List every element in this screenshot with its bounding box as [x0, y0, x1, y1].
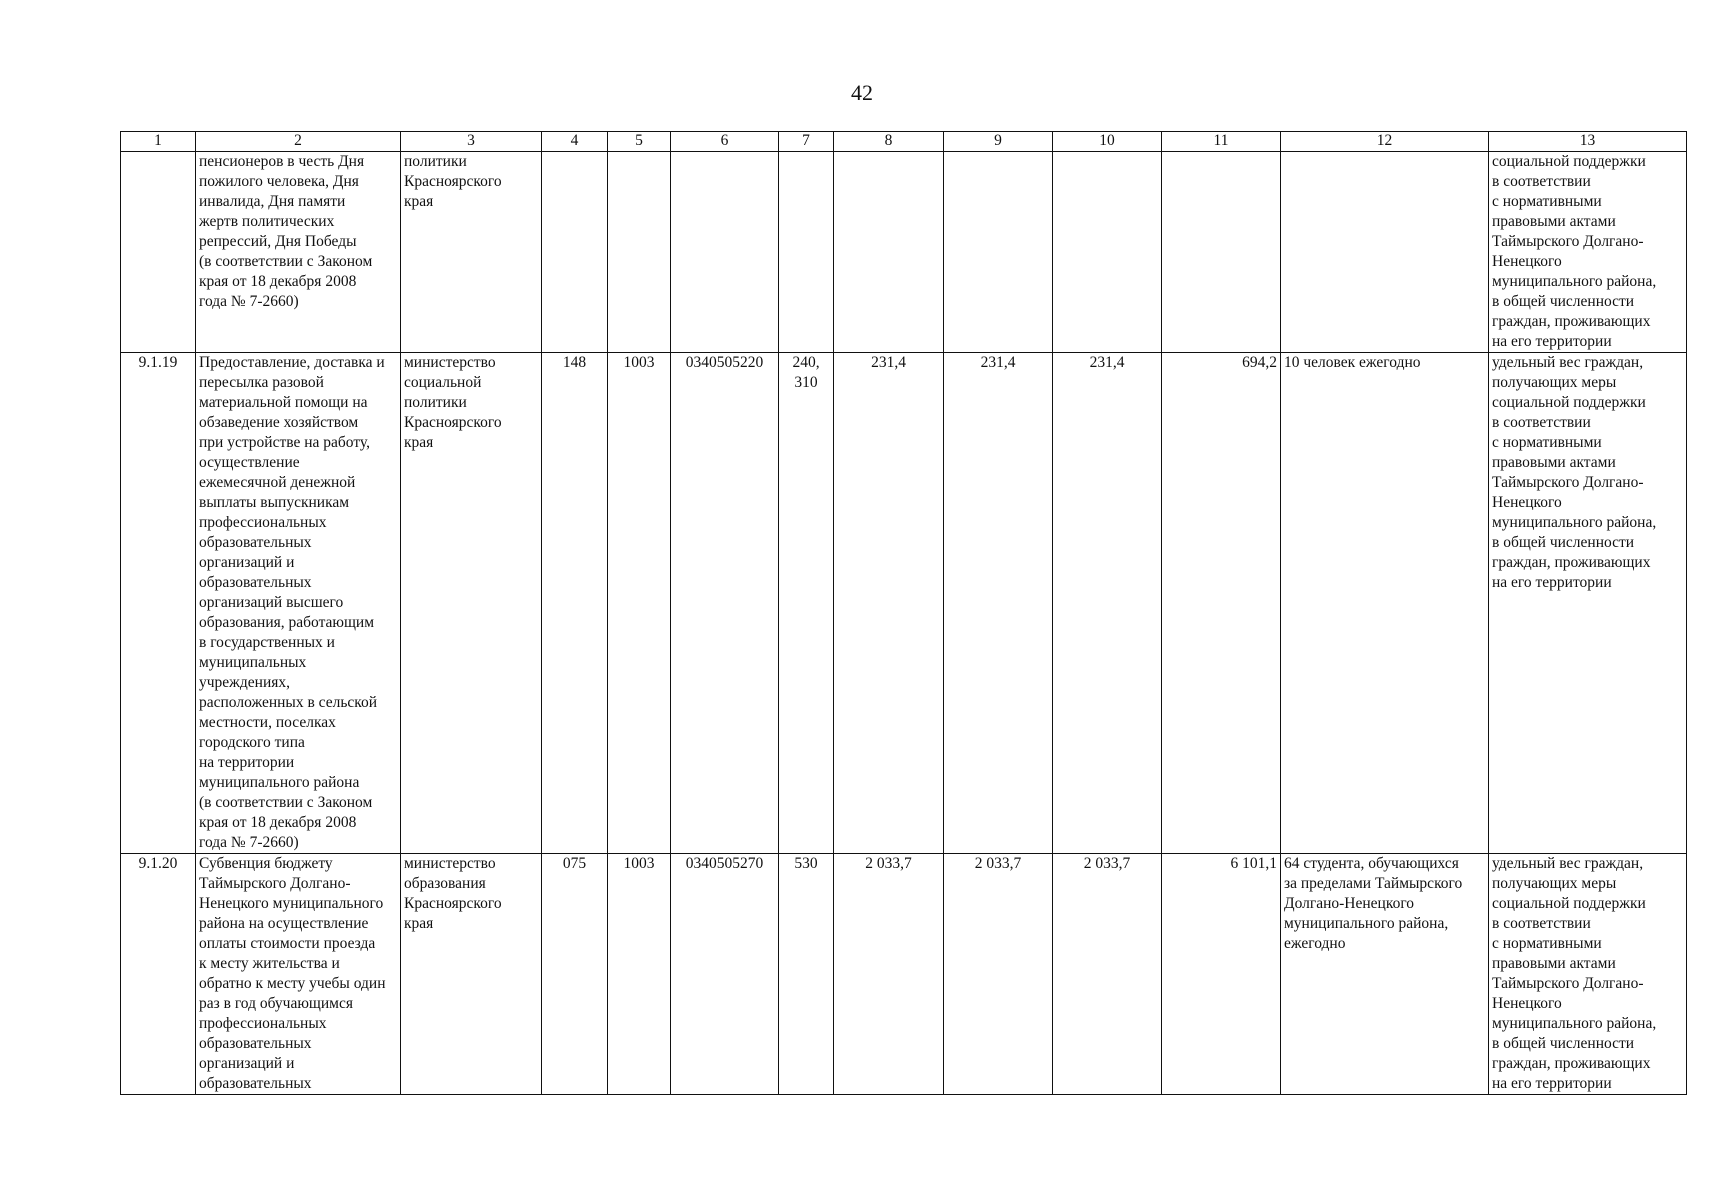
year-1-amount-cell: 2 033,7: [834, 854, 944, 1095]
grbs-code-cell: 148: [542, 353, 608, 854]
column-header-4: 4: [542, 132, 608, 152]
expected-result-cell: 10 человек ежегодно: [1281, 353, 1489, 854]
year-1-amount-cell: [834, 152, 944, 353]
executor-cell: политики Красноярского края: [401, 152, 542, 353]
section-code-cell: 1003: [608, 353, 671, 854]
year-2-amount-cell: 231,4: [944, 353, 1053, 854]
expense-type-cell: 530: [779, 854, 834, 1095]
total-amount-cell: [1162, 152, 1281, 353]
table-row: [121, 353, 1687, 854]
expense-type-cell: 240, 310: [779, 353, 834, 854]
column-header-2: 2: [196, 132, 401, 152]
year-1-amount-cell: 231,4: [834, 353, 944, 854]
total-amount-cell: 6 101,1: [1162, 854, 1281, 1095]
activity-name-cell: пенсионеров в честь Дня пожилого человека, Дня инвалида, Дня памяти жертв политических репрессий, Дня Победы (в соответствии с Законом края от 18 декабря 2008 года № 7-2660): [196, 152, 401, 353]
column-header-6: 6: [671, 132, 779, 152]
indicator-cell: удельный вес граждан, получающих меры социальной поддержки в соответствии с нормативными правовыми актами Таймырского Долгано- Ненецкого муниципального района, в общей численности граждан, проживающих на его территории: [1489, 854, 1687, 1095]
expected-result-cell: 64 студента, обучающихся за пределами Таймырского Долгано-Ненецкого муниципального района, ежегодно: [1281, 854, 1489, 1095]
target-article-cell: 0340505220: [671, 353, 779, 854]
column-header-3: 3: [401, 132, 542, 152]
activity-name-cell: Субвенция бюджету Таймырского Долгано- Ненецкого муниципального района на осуществление оплаты стоимости проезда к месту жительства и обратно к месту учебы один раз в год обучающимся профессиональных образовательных организаций и образовательных: [196, 854, 401, 1095]
target-article-cell: 0340505270: [671, 854, 779, 1095]
column-number-header-row: [121, 132, 1687, 152]
column-header-5: 5: [608, 132, 671, 152]
total-amount-cell: 694,2: [1162, 353, 1281, 854]
expense-type-cell: [779, 152, 834, 353]
grbs-code-cell: 075: [542, 854, 608, 1095]
column-header-10: 10: [1053, 132, 1162, 152]
year-2-amount-cell: [944, 152, 1053, 353]
program-activities-table: [120, 131, 1687, 1095]
column-header-11: 11: [1162, 132, 1281, 152]
indicator-cell: социальной поддержки в соответствии с нормативными правовыми актами Таймырского Долгано- Ненецкого муниципального района, в общей численности граждан, проживающих на его территории: [1489, 152, 1687, 353]
item-number-cell: 9.1.19: [121, 353, 196, 854]
column-header-13: 13: [1489, 132, 1687, 152]
expected-result-cell: [1281, 152, 1489, 353]
column-header-12: 12: [1281, 132, 1489, 152]
year-3-amount-cell: 231,4: [1053, 353, 1162, 854]
target-article-cell: [671, 152, 779, 353]
section-code-cell: [608, 152, 671, 353]
activity-name-cell: Предоставление, доставка и пересылка разовой материальной помощи на обзаведение хозяйством при устройстве на работу, осуществление ежемесячной денежной выплаты выпускникам профессиональных образовательных организаций и образовательных организаций высшего образования, работающим в государственных и муниципальных учреждениях, расположенных в сельской местности, поселках городского типа на территории муниципального района (в соответствии с Законом края от 18 декабря 2008 года № 7-2660): [196, 353, 401, 854]
item-number-cell: 9.1.20: [121, 854, 196, 1095]
section-code-cell: 1003: [608, 854, 671, 1095]
column-header-7: 7: [779, 132, 834, 152]
year-3-amount-cell: [1053, 152, 1162, 353]
executor-cell: министерство образования Красноярского края: [401, 854, 542, 1095]
page-number: 42: [851, 80, 873, 105]
indicator-cell: удельный вес граждан, получающих меры социальной поддержки в соответствии с нормативными правовыми актами Таймырского Долгано- Ненецкого муниципального района, в общей численности граждан, проживающих на его территории: [1489, 353, 1687, 854]
column-header-9: 9: [944, 132, 1053, 152]
year-2-amount-cell: 2 033,7: [944, 854, 1053, 1095]
table-row: [121, 152, 1687, 353]
column-header-8: 8: [834, 132, 944, 152]
table-row: [121, 854, 1687, 1095]
executor-cell: министерство социальной политики Красноярского края: [401, 353, 542, 854]
grbs-code-cell: [542, 152, 608, 353]
year-3-amount-cell: 2 033,7: [1053, 854, 1162, 1095]
column-header-1: 1: [121, 132, 196, 152]
item-number-cell: [121, 152, 196, 353]
